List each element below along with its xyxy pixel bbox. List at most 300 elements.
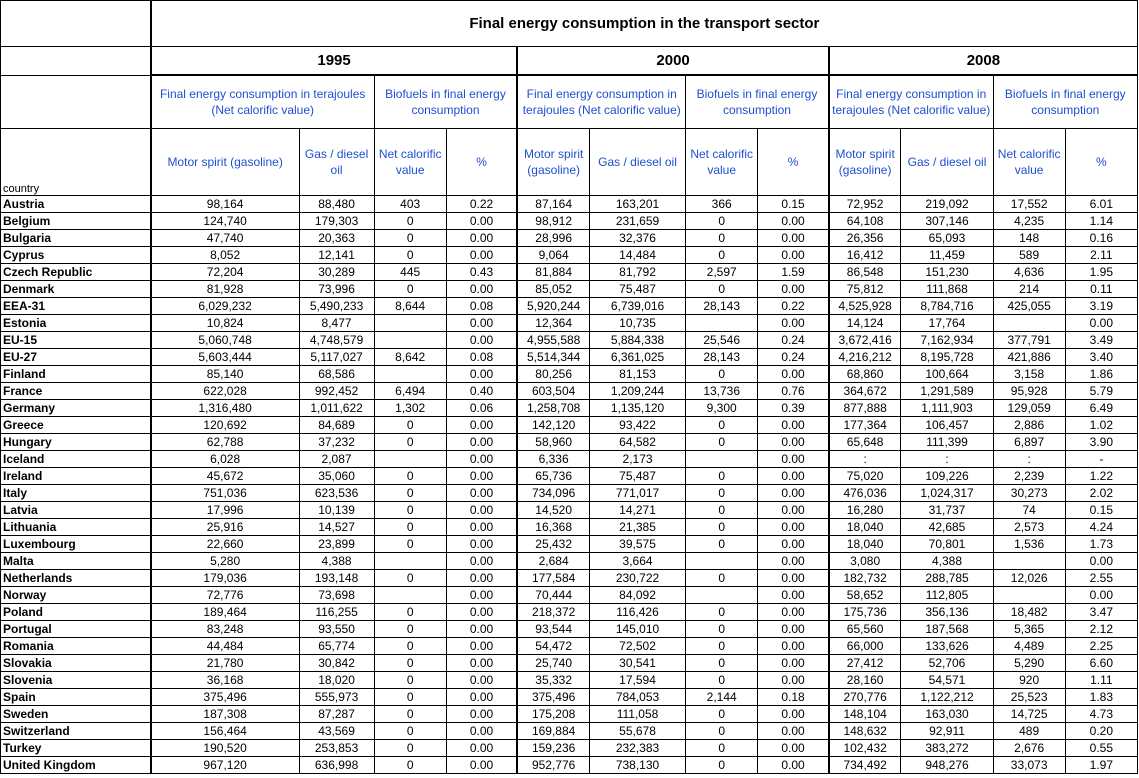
sub-pct-2008: % (1065, 129, 1137, 196)
table-row (1, 434, 1138, 451)
cell-ncv-2008: 3,158 (993, 366, 1065, 383)
cell-gas-1995: 65,774 (299, 638, 374, 655)
cell-gas-1995: 84,689 (299, 417, 374, 434)
cell-ncv-2000: 0 (686, 570, 758, 587)
blank-cell (1, 47, 151, 76)
cell-ncv-1995 (374, 332, 446, 349)
sub-motor-2008: Motor spirit (gasoline) (829, 129, 901, 196)
cell-motor-2000: 9,064 (517, 247, 589, 264)
cell-country: Slovakia (1, 655, 151, 672)
cell-gas-2008: 356,136 (901, 604, 993, 621)
cell-pct-2000: 0.24 (758, 332, 829, 349)
cell-motor-1995: 45,672 (151, 468, 299, 485)
cell-pct-2008: 5.79 (1065, 383, 1137, 400)
cell-pct-2000: 0.00 (758, 553, 829, 570)
cell-ncv-2008: 2,239 (993, 468, 1065, 485)
table-row (1, 570, 1138, 587)
cell-ncv-1995: 0 (374, 655, 446, 672)
table-title: Final energy consumption in the transport sector (151, 1, 1138, 47)
cell-gas-2008: 106,457 (901, 417, 993, 434)
cell-ncv-2000: 0 (686, 723, 758, 740)
cell-gas-2008: 65,093 (901, 230, 993, 247)
cell-country: Denmark (1, 281, 151, 298)
cell-pct-1995: 0.00 (446, 723, 517, 740)
cell-gas-2008: 1,024,317 (901, 485, 993, 502)
cell-ncv-1995 (374, 553, 446, 570)
cell-country: Finland (1, 366, 151, 383)
table-row (1, 553, 1138, 570)
cell-pct-2000: 0.39 (758, 400, 829, 417)
cell-country: Belgium (1, 213, 151, 230)
cell-gas-2008: 383,272 (901, 740, 993, 757)
cell-pct-2008: 0.15 (1065, 502, 1137, 519)
table-row (1, 468, 1138, 485)
cell-gas-2008: 151,230 (901, 264, 993, 281)
cell-country: Romania (1, 638, 151, 655)
cell-gas-2008: 111,399 (901, 434, 993, 451)
cell-ncv-2008: 4,489 (993, 638, 1065, 655)
cell-motor-1995: 36,168 (151, 672, 299, 689)
sub-motor-2000: Motor spirit (gasoline) (517, 129, 589, 196)
cell-gas-1995: 555,973 (299, 689, 374, 706)
cell-country: Portugal (1, 621, 151, 638)
cell-country: Sweden (1, 706, 151, 723)
cell-ncv-2000: 0 (686, 655, 758, 672)
cell-ncv-2000: 0 (686, 485, 758, 502)
cell-pct-2008: 3.40 (1065, 349, 1137, 366)
table-body (1, 196, 1138, 774)
cell-gas-2000: 81,153 (589, 366, 685, 383)
cell-pct-1995: 0.00 (446, 417, 517, 434)
cell-gas-2000: 21,385 (589, 519, 685, 536)
table-row (1, 264, 1138, 281)
cell-gas-1995: 30,842 (299, 655, 374, 672)
cell-motor-2000: 54,472 (517, 638, 589, 655)
cell-ncv-1995: 0 (374, 230, 446, 247)
cell-ncv-1995: 403 (374, 196, 446, 213)
cell-gas-2000: 14,484 (589, 247, 685, 264)
cell-ncv-1995: 0 (374, 706, 446, 723)
cell-ncv-2008: 129,059 (993, 400, 1065, 417)
cell-motor-2000: 65,736 (517, 468, 589, 485)
cell-ncv-2000: 0 (686, 366, 758, 383)
cell-gas-2000: 116,426 (589, 604, 685, 621)
cell-motor-2000: 603,504 (517, 383, 589, 400)
cell-motor-1995: 375,496 (151, 689, 299, 706)
cell-gas-1995: 193,148 (299, 570, 374, 587)
cell-country: Lithuania (1, 519, 151, 536)
cell-pct-2008: 2.55 (1065, 570, 1137, 587)
cell-motor-2000: 85,052 (517, 281, 589, 298)
cell-pct-2000: 0.00 (758, 587, 829, 604)
cell-gas-1995: 5,117,027 (299, 349, 374, 366)
cell-ncv-2008: 148 (993, 230, 1065, 247)
cell-gas-2000: 75,487 (589, 281, 685, 298)
cell-gas-2000: 55,678 (589, 723, 685, 740)
cell-pct-2000: 1.59 (758, 264, 829, 281)
cell-country: EEA-31 (1, 298, 151, 315)
cell-ncv-1995: 0 (374, 468, 446, 485)
cell-pct-2000: 0.00 (758, 417, 829, 434)
cell-motor-2008: 14,124 (829, 315, 901, 332)
group-fec-1995: Final energy consumption in terajoules (Net calorific value) (151, 75, 374, 129)
cell-country: EU-27 (1, 349, 151, 366)
cell-gas-2000: 145,010 (589, 621, 685, 638)
cell-gas-2000: 30,541 (589, 655, 685, 672)
cell-pct-2008: 1.14 (1065, 213, 1137, 230)
cell-pct-2000: 0.00 (758, 247, 829, 264)
cell-ncv-1995: 0 (374, 672, 446, 689)
cell-pct-1995: 0.22 (446, 196, 517, 213)
cell-motor-2000: 80,256 (517, 366, 589, 383)
sub-gas-2008: Gas / diesel oil (901, 129, 993, 196)
cell-gas-2000: 10,735 (589, 315, 685, 332)
table-row (1, 604, 1138, 621)
cell-country: Slovenia (1, 672, 151, 689)
cell-pct-2000: 0.00 (758, 213, 829, 230)
cell-gas-2008: 133,626 (901, 638, 993, 655)
cell-ncv-2008: 17,552 (993, 196, 1065, 213)
cell-pct-2000: 0.22 (758, 298, 829, 315)
cell-gas-2000: 771,017 (589, 485, 685, 502)
cell-pct-2008: 3.47 (1065, 604, 1137, 621)
cell-pct-2008: 3.90 (1065, 434, 1137, 451)
cell-country: France (1, 383, 151, 400)
cell-ncv-2000: 25,546 (686, 332, 758, 349)
table-row (1, 366, 1138, 383)
cell-pct-2000: 0.00 (758, 230, 829, 247)
cell-ncv-2000: 0 (686, 213, 758, 230)
cell-ncv-2000: 0 (686, 247, 758, 264)
cell-motor-2008: 476,036 (829, 485, 901, 502)
cell-motor-1995: 967,120 (151, 757, 299, 774)
cell-motor-2000: 25,432 (517, 536, 589, 553)
cell-pct-2000: 0.00 (758, 468, 829, 485)
cell-gas-1995: 18,020 (299, 672, 374, 689)
cell-pct-1995: 0.00 (446, 366, 517, 383)
cell-motor-1995: 98,164 (151, 196, 299, 213)
cell-motor-2008: 66,000 (829, 638, 901, 655)
cell-gas-2000: 784,053 (589, 689, 685, 706)
cell-gas-1995: 30,289 (299, 264, 374, 281)
cell-country: Malta (1, 553, 151, 570)
cell-pct-2000: 0.18 (758, 689, 829, 706)
cell-ncv-1995: 0 (374, 502, 446, 519)
cell-gas-1995: 73,996 (299, 281, 374, 298)
corner-cell (1, 1, 151, 47)
cell-gas-2000: 93,422 (589, 417, 685, 434)
cell-pct-2000: 0.00 (758, 740, 829, 757)
group-fec-2008: Final energy consumption in terajoules (Net calorific value) (829, 75, 993, 129)
table-row (1, 655, 1138, 672)
table-row (1, 621, 1138, 638)
cell-ncv-1995: 0 (374, 570, 446, 587)
cell-gas-1995: 623,536 (299, 485, 374, 502)
cell-pct-1995: 0.00 (446, 689, 517, 706)
cell-pct-1995: 0.00 (446, 434, 517, 451)
cell-motor-2008: 64,108 (829, 213, 901, 230)
cell-country: Ireland (1, 468, 151, 485)
table-row (1, 315, 1138, 332)
cell-gas-2000: 230,722 (589, 570, 685, 587)
table-row (1, 417, 1138, 434)
cell-motor-2000: 175,208 (517, 706, 589, 723)
cell-motor-2008: 58,652 (829, 587, 901, 604)
cell-pct-1995: 0.08 (446, 349, 517, 366)
cell-ncv-2008: 74 (993, 502, 1065, 519)
cell-motor-2000: 98,912 (517, 213, 589, 230)
cell-pct-2000: 0.00 (758, 638, 829, 655)
cell-motor-2000: 4,955,588 (517, 332, 589, 349)
cell-ncv-2000: 0 (686, 417, 758, 434)
cell-motor-1995: 190,520 (151, 740, 299, 757)
cell-ncv-1995 (374, 451, 446, 468)
cell-ncv-2000: 0 (686, 230, 758, 247)
cell-pct-1995: 0.00 (446, 638, 517, 655)
cell-gas-2000: 64,582 (589, 434, 685, 451)
cell-pct-2000: 0.00 (758, 315, 829, 332)
cell-ncv-2008: 12,026 (993, 570, 1065, 587)
cell-gas-1995: 37,232 (299, 434, 374, 451)
cell-gas-2008: 7,162,934 (901, 332, 993, 349)
cell-motor-2008: 148,632 (829, 723, 901, 740)
cell-pct-2008: 1.95 (1065, 264, 1137, 281)
cell-ncv-2000: 0 (686, 672, 758, 689)
cell-pct-1995: 0.00 (446, 519, 517, 536)
cell-pct-1995: 0.00 (446, 587, 517, 604)
cell-ncv-2000: 0 (686, 468, 758, 485)
cell-pct-1995: 0.00 (446, 502, 517, 519)
cell-pct-1995: 0.00 (446, 213, 517, 230)
cell-ncv-2000: 0 (686, 519, 758, 536)
cell-gas-1995: 12,141 (299, 247, 374, 264)
cell-motor-2008: 4,216,212 (829, 349, 901, 366)
cell-gas-2000: 738,130 (589, 757, 685, 774)
table-row (1, 706, 1138, 723)
cell-gas-1995: 10,139 (299, 502, 374, 519)
cell-motor-2008: 65,560 (829, 621, 901, 638)
cell-ncv-2000: 0 (686, 706, 758, 723)
cell-pct-1995: 0.00 (446, 553, 517, 570)
cell-motor-1995: 22,660 (151, 536, 299, 553)
cell-motor-1995: 156,464 (151, 723, 299, 740)
cell-gas-2000: 2,173 (589, 451, 685, 468)
cell-ncv-2008: 2,573 (993, 519, 1065, 536)
cell-pct-2008: 2.02 (1065, 485, 1137, 502)
cell-ncv-2008: 4,636 (993, 264, 1065, 281)
cell-ncv-1995: 0 (374, 485, 446, 502)
cell-country: Austria (1, 196, 151, 213)
cell-pct-2000: 0.00 (758, 485, 829, 502)
cell-ncv-2000: 13,736 (686, 383, 758, 400)
table-row (1, 757, 1138, 774)
cell-motor-2000: 1,258,708 (517, 400, 589, 417)
cell-gas-2008: 100,664 (901, 366, 993, 383)
cell-pct-2008: 2.12 (1065, 621, 1137, 638)
cell-country: Spain (1, 689, 151, 706)
cell-gas-2000: 1,135,120 (589, 400, 685, 417)
cell-pct-2000: 0.24 (758, 349, 829, 366)
cell-country: Poland (1, 604, 151, 621)
cell-motor-1995: 8,052 (151, 247, 299, 264)
cell-country: Hungary (1, 434, 151, 451)
cell-motor-2000: 5,920,244 (517, 298, 589, 315)
cell-pct-2000: 0.76 (758, 383, 829, 400)
cell-pct-2008: 0.00 (1065, 587, 1137, 604)
cell-pct-1995: 0.00 (446, 570, 517, 587)
cell-pct-2000: 0.00 (758, 434, 829, 451)
cell-country: Switzerland (1, 723, 151, 740)
cell-pct-1995: 0.00 (446, 655, 517, 672)
cell-motor-1995: 10,824 (151, 315, 299, 332)
cell-pct-2000: 0.00 (758, 536, 829, 553)
cell-pct-1995: 0.00 (446, 672, 517, 689)
cell-gas-1995: 35,060 (299, 468, 374, 485)
cell-motor-2000: 177,584 (517, 570, 589, 587)
cell-pct-2008: 1.73 (1065, 536, 1137, 553)
cell-ncv-2000 (686, 451, 758, 468)
cell-gas-1995: 43,569 (299, 723, 374, 740)
cell-ncv-2008: 25,523 (993, 689, 1065, 706)
cell-ncv-2000: 9,300 (686, 400, 758, 417)
cell-ncv-2008: 4,235 (993, 213, 1065, 230)
table-row (1, 332, 1138, 349)
cell-ncv-1995: 0 (374, 604, 446, 621)
cell-country: Latvia (1, 502, 151, 519)
cell-gas-1995: 1,011,622 (299, 400, 374, 417)
cell-motor-1995: 187,308 (151, 706, 299, 723)
cell-ncv-1995: 1,302 (374, 400, 446, 417)
cell-country: Turkey (1, 740, 151, 757)
cell-pct-2008: 0.00 (1065, 553, 1137, 570)
cell-ncv-1995: 8,642 (374, 349, 446, 366)
cell-motor-2000: 159,236 (517, 740, 589, 757)
cell-ncv-2008: 95,928 (993, 383, 1065, 400)
cell-motor-2008: 18,040 (829, 519, 901, 536)
cell-ncv-1995 (374, 587, 446, 604)
cell-gas-1995: 253,853 (299, 740, 374, 757)
cell-motor-1995: 72,204 (151, 264, 299, 281)
cell-ncv-1995: 0 (374, 621, 446, 638)
cell-gas-2000: 6,361,025 (589, 349, 685, 366)
sub-ncv-2000: Net calorific value (686, 129, 758, 196)
cell-pct-1995: 0.40 (446, 383, 517, 400)
cell-gas-2000: 5,884,338 (589, 332, 685, 349)
cell-ncv-2000: 0 (686, 434, 758, 451)
cell-motor-2000: 375,496 (517, 689, 589, 706)
cell-gas-1995: 8,477 (299, 315, 374, 332)
cell-gas-2000: 231,659 (589, 213, 685, 230)
cell-gas-2000: 232,383 (589, 740, 685, 757)
cell-motor-2000: 58,960 (517, 434, 589, 451)
cell-ncv-2000: 0 (686, 604, 758, 621)
cell-motor-2000: 142,120 (517, 417, 589, 434)
table-row (1, 740, 1138, 757)
cell-motor-2000: 87,164 (517, 196, 589, 213)
cell-gas-2008: 42,685 (901, 519, 993, 536)
cell-pct-1995: 0.00 (446, 451, 517, 468)
cell-gas-2000: 1,209,244 (589, 383, 685, 400)
cell-motor-2000: 81,884 (517, 264, 589, 281)
cell-motor-2000: 35,332 (517, 672, 589, 689)
cell-ncv-2000: 0 (686, 621, 758, 638)
cell-pct-2000: 0.00 (758, 519, 829, 536)
cell-pct-2008: 0.20 (1065, 723, 1137, 740)
cell-pct-2008: 1.83 (1065, 689, 1137, 706)
cell-gas-2000: 39,575 (589, 536, 685, 553)
cell-country: Bulgaria (1, 230, 151, 247)
cell-ncv-2000: 28,143 (686, 349, 758, 366)
cell-gas-1995: 992,452 (299, 383, 374, 400)
cell-pct-2008: - (1065, 451, 1137, 468)
cell-gas-2000: 84,092 (589, 587, 685, 604)
cell-ncv-2008: 2,676 (993, 740, 1065, 757)
cell-gas-2000: 14,271 (589, 502, 685, 519)
cell-country: Norway (1, 587, 151, 604)
cell-ncv-1995: 0 (374, 213, 446, 230)
cell-ncv-2000: 2,597 (686, 264, 758, 281)
cell-ncv-2008 (993, 553, 1065, 570)
cell-gas-2000: 163,201 (589, 196, 685, 213)
cell-gas-1995: 116,255 (299, 604, 374, 621)
cell-country: Estonia (1, 315, 151, 332)
table-row (1, 519, 1138, 536)
cell-gas-1995: 179,303 (299, 213, 374, 230)
cell-pct-2000: 0.15 (758, 196, 829, 213)
cell-ncv-1995: 0 (374, 723, 446, 740)
cell-gas-1995: 2,087 (299, 451, 374, 468)
cell-pct-1995: 0.43 (446, 264, 517, 281)
cell-motor-2008: 734,492 (829, 757, 901, 774)
cell-ncv-2008: 2,886 (993, 417, 1065, 434)
cell-ncv-2008 (993, 587, 1065, 604)
cell-gas-2008: 8,784,716 (901, 298, 993, 315)
cell-motor-2008: 18,040 (829, 536, 901, 553)
sub-pct-1995: % (446, 129, 517, 196)
cell-ncv-2000: 2,144 (686, 689, 758, 706)
cell-country: Greece (1, 417, 151, 434)
cell-motor-2008: 148,104 (829, 706, 901, 723)
cell-ncv-1995: 0 (374, 757, 446, 774)
cell-motor-2000: 70,444 (517, 587, 589, 604)
cell-ncv-1995: 0 (374, 740, 446, 757)
cell-ncv-2008 (993, 315, 1065, 332)
cell-gas-2008: 163,030 (901, 706, 993, 723)
cell-ncv-1995: 6,494 (374, 383, 446, 400)
table-row (1, 383, 1138, 400)
cell-ncv-2000: 0 (686, 740, 758, 757)
cell-country: Luxembourg (1, 536, 151, 553)
cell-motor-1995: 47,740 (151, 230, 299, 247)
cell-motor-1995: 62,788 (151, 434, 299, 451)
cell-motor-2008: 4,525,928 (829, 298, 901, 315)
cell-gas-2000: 81,792 (589, 264, 685, 281)
cell-motor-2008: 75,812 (829, 281, 901, 298)
cell-ncv-2000: 0 (686, 536, 758, 553)
cell-gas-2008: 4,388 (901, 553, 993, 570)
cell-country: Germany (1, 400, 151, 417)
table-row (1, 723, 1138, 740)
cell-pct-2000: 0.00 (758, 502, 829, 519)
cell-ncv-1995: 0 (374, 536, 446, 553)
cell-ncv-1995: 0 (374, 638, 446, 655)
cell-ncv-2000: 0 (686, 281, 758, 298)
cell-pct-2008: 6.60 (1065, 655, 1137, 672)
cell-pct-2008: 6.01 (1065, 196, 1137, 213)
cell-pct-2000: 0.00 (758, 366, 829, 383)
cell-motor-1995: 751,036 (151, 485, 299, 502)
cell-pct-2000: 0.00 (758, 281, 829, 298)
